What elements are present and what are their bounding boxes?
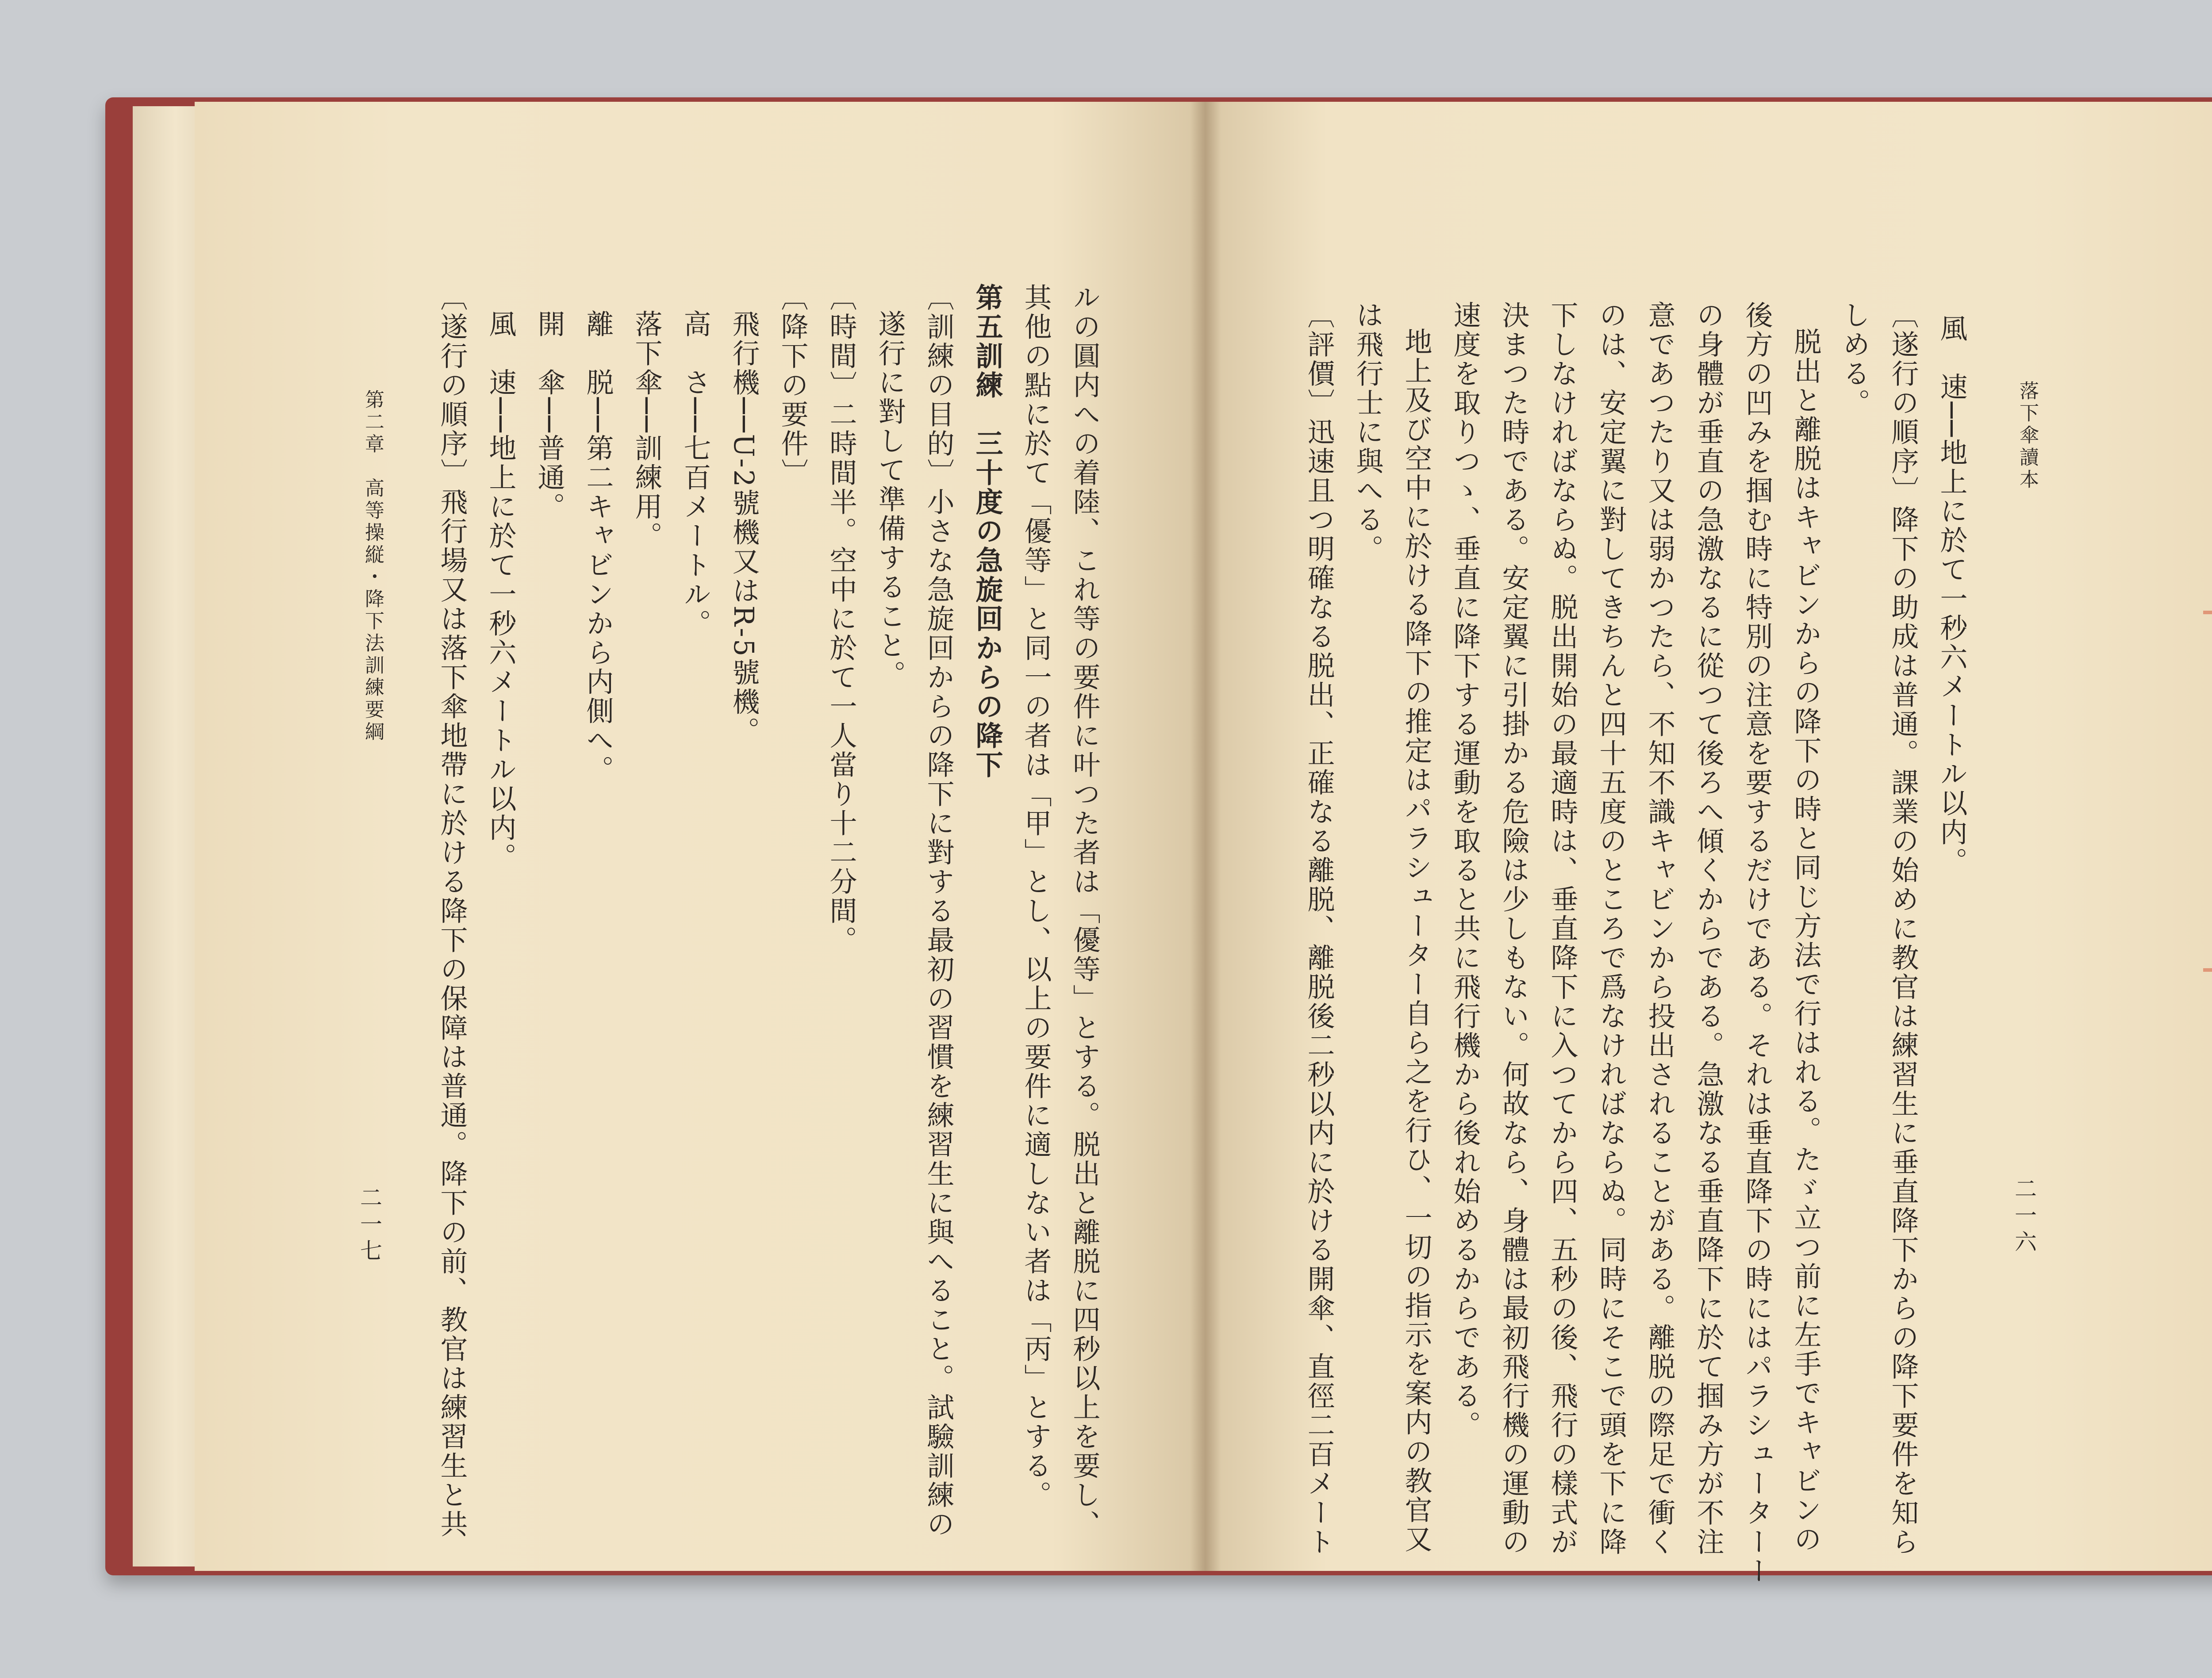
- book-gutter: [1190, 102, 1221, 1571]
- right-line: 〔遂行の順序〕降下の助成は普通。課業の始めに教官は練習生に垂直降下からの降下要件を知ら: [1887, 301, 1919, 1557]
- left-line: 開 傘──普通。: [533, 310, 565, 522]
- right-line: 速度を取りつゝ、垂直に降下する運動を取ると共に飛行機から後れ始めるからである。: [1449, 301, 1481, 1440]
- left-page-number: 二一七: [357, 1186, 382, 1266]
- right-line: のは、安定翼に對してきちんと四十五度のところで爲なければならぬ。同時にそこで頭を下に降: [1595, 301, 1627, 1557]
- right-line: 脱出と離脱はキャビンからの降下の時と同じ方法で行はれる。たゞ立つ前に左手でキャビンの: [1790, 327, 1822, 1554]
- right-line: 〔評價〕迅速且つ明確なる脱出、正確なる離脱、離脱後二秒以内に於ける開傘、直徑二百メート: [1303, 301, 1335, 1557]
- left-line: 風 速──地上に於て一秒六メートル以内。: [484, 310, 517, 872]
- left-line: 〔時間〕二時間半。空中に於て一人當り十二分間。: [825, 283, 857, 955]
- right-line: は飛行士に與へる。: [1352, 301, 1384, 564]
- right-page-number: 二一六: [2011, 1177, 2037, 1257]
- left-line: 其他の點に於て「優等」と同一の者は「甲」とし、以上の要件に適しない者は「丙」とする。: [1020, 283, 1052, 1510]
- left-running-head: 第二章 高等操縦・降下法訓練要綱: [361, 389, 384, 743]
- right-line: 決まつた時である。安定翼に引掛かる危險は少しもない。何故なら、身體は最初飛行機の運動の: [1498, 301, 1530, 1557]
- left-line: 落下傘──訓練用。: [630, 310, 663, 551]
- right-line: 地上及び空中に於ける降下の推定はパラシューター自ら之を行ひ、一切の指示を案内の教官又: [1400, 327, 1432, 1554]
- left-line: 〔降下の要件〕: [776, 283, 809, 488]
- right-line: 後方の凹みを掴む時に特別の注意を要するだけである。それは垂直降下の時にはパラシューターー: [1741, 301, 1773, 1586]
- left-line: ルの圓内への着陸、これ等の要件に叶つた者は「優等」とする。脱出と離脱に四秒以上を要し、: [1068, 283, 1101, 1539]
- right-line: しめる。: [1838, 301, 1870, 418]
- right-line: 下しなければならぬ。脱出開始の最適時は、垂直降下に入つてから四、五秒の後、飛行の樣式が: [1546, 301, 1578, 1557]
- left-line: 飛行機──U-2號機又はR-5號機。: [728, 310, 760, 746]
- right-line: 意であつたり又は弱かつたら、不知不識キャビンから投出されることがある。離脱の際足で衝く: [1644, 301, 1676, 1557]
- left-line: 〔遂行の順序〕飛行場又は落下傘地帶に於ける降下の保障は普通。降下の前、教官は練習生と共: [436, 283, 468, 1539]
- left-line: 離 脱──第二キャビンから内側へ。: [582, 310, 614, 785]
- red-mark: [2203, 611, 2212, 972]
- right-running-head: 落下傘讀本: [2016, 381, 2039, 491]
- right-line: の身體が垂直の急激なるに從つて後ろへ傾くからである。急激なる垂直降下に於て掴み方が不注: [1692, 301, 1724, 1557]
- left-line: 高 さ──七百メートル。: [679, 310, 711, 639]
- right-line: 風 速──地上に於て一秒六メートル以内。: [1936, 314, 1968, 877]
- left-line: 〔訓練の目的〕小さな急旋回からの降下に對する最初の習慣を練習生に與へること。試驗訓練の: [922, 283, 955, 1539]
- section-heading: 第五訓練 三十度の急旋回からの降下: [971, 283, 1003, 780]
- page-edges-left: [133, 106, 204, 1566]
- left-line: 遂行に對して準備すること。: [874, 310, 906, 689]
